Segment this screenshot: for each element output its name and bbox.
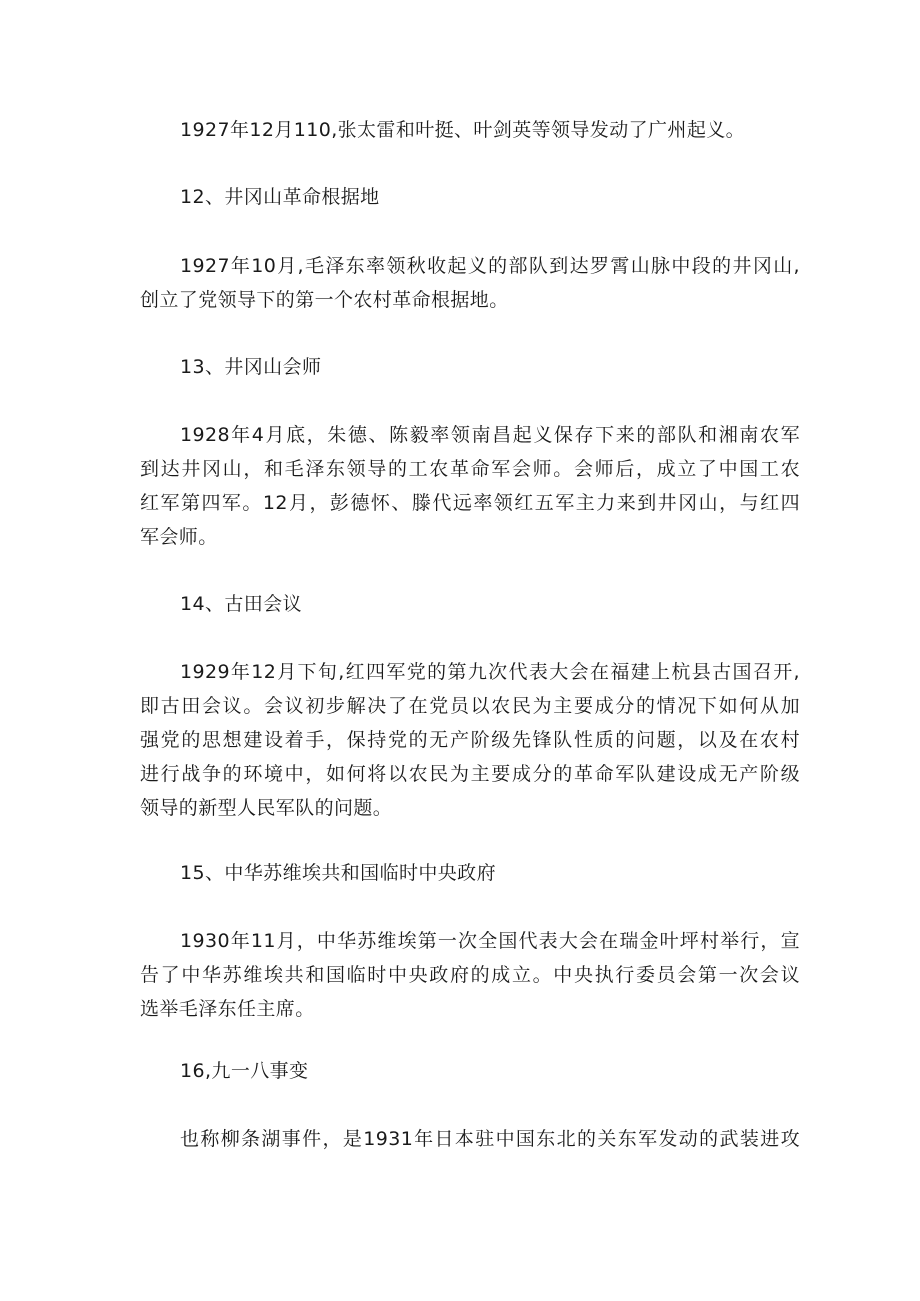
- paragraph-jinggangshan-meeting-line-2: 到达井冈山，和毛泽东领导的工农革命军会师。会师后，成立了中国工农: [140, 458, 800, 480]
- paragraph-gutian-meeting-line-4: 进行战争的环境中，如何将以农民为主要成分的革命军队建设成无产阶级: [140, 763, 800, 785]
- paragraph-mukden-incident-line-1: 也称柳条湖事件，是1931年日本驻中国东北的关东军发动的武装进攻: [180, 1128, 800, 1150]
- paragraph-soviet-republic-line-2: 告了中华苏维埃共和国临时中央政府的成立。中央执行委员会第一次会议: [140, 964, 800, 986]
- paragraph-jinggangshan-meeting-line-4: 军会师。: [140, 526, 218, 548]
- paragraph-soviet-republic-line-3: 选举毛泽东任主席。: [140, 998, 315, 1020]
- heading-soviet-republic: 15、中华苏维埃共和国临时中央政府: [180, 862, 496, 884]
- paragraph-jinggangshan-base-line-2: 创立了党领导下的第一个农村革命根据地。: [140, 289, 509, 311]
- paragraph-jinggangshan-meeting-line-1: 1928年4月底，朱德、陈毅率领南昌起义保存下来的部队和湘南农军: [180, 424, 800, 446]
- paragraph-jinggangshan-meeting-line-3: 红军第四军。12月，彭德怀、滕代远率领红五军主力来到井冈山，与红四: [140, 492, 800, 514]
- paragraph-soviet-republic-line-1: 1930年11月，中华苏维埃第一次全国代表大会在瑞金叶坪村举行，宣: [180, 930, 800, 952]
- paragraph-guangzhou-uprising: 1927年12月110,张太雷和叶挺、叶剑英等领导发动了广州起义。: [180, 119, 746, 141]
- paragraph-gutian-meeting-line-5: 领导的新型人民军队的问题。: [140, 797, 393, 819]
- heading-mukden-incident: 16,九一八事变: [180, 1060, 309, 1082]
- paragraph-gutian-meeting-line-2: 即古田会议。会议初步解决了在党员以农民为主要成分的情况下如何从加: [140, 695, 800, 717]
- heading-gutian-meeting: 14、古田会议: [180, 593, 302, 615]
- heading-jinggangshan-meeting: 13、井冈山会师: [180, 356, 322, 378]
- heading-jinggangshan-base: 12、井冈山革命根据地: [180, 186, 380, 208]
- paragraph-jinggangshan-base-line-1: 1927年10月,毛泽东率领秋收起义的部队到达罗霄山脉中段的井冈山,: [180, 255, 800, 277]
- paragraph-gutian-meeting-line-1: 1929年12月下旬,红四军党的第九次代表大会在福建上杭县古国召开,: [180, 661, 800, 683]
- paragraph-gutian-meeting-line-3: 强党的思想建设着手，保持党的无产阶级先锋队性质的问题，以及在农村: [140, 729, 800, 751]
